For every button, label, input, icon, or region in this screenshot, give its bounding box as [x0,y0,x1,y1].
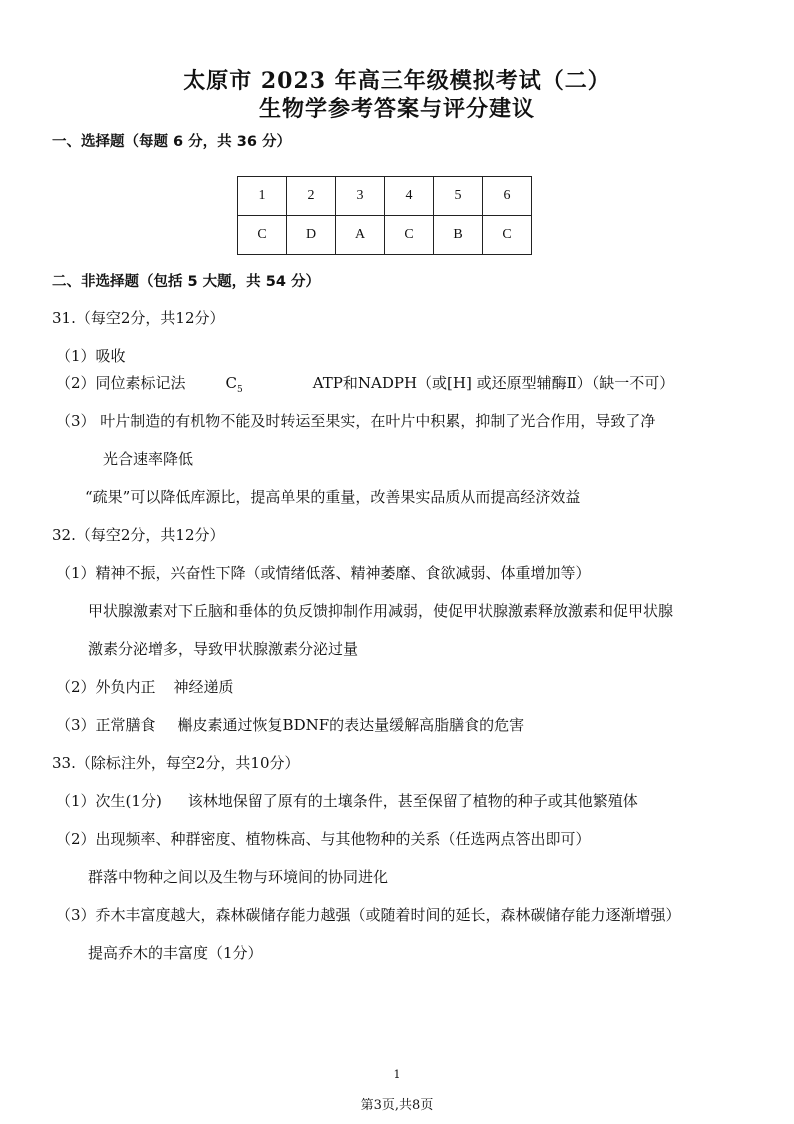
page-info: 第3页,共8页 [360,1098,434,1113]
q33-answer-1 [56,790,638,811]
q33-answer-1-succession: （1）次生(1分) [56,792,162,810]
table-cell: 3 [336,177,385,216]
table-row-numbers [238,177,532,216]
table-cell: B [434,216,483,255]
q33-answer-1-reason: 该林地保留了原有的土壤条件，甚至保留了植物的种子或其他繁殖体 [187,792,638,810]
q33-answer-2-line2: 群落中物种之间以及生物与环境间的协同进化 [88,868,389,886]
q31-answer-2 [56,372,674,395]
table-cell: C [385,216,434,255]
q32-answer-2 [56,676,234,697]
q32-answer-1-line3: 激素分泌增多，导致甲状腺激素分泌过量 [88,640,359,658]
q32-answer-2-neurotransmitter: 神经递质 [173,678,234,696]
table-cell: 2 [287,177,336,216]
table-cell: 5 [434,177,483,216]
q32-answer-2-potential: （2）外负内正 [56,678,156,696]
q33-answer-3-line2: 提高乔木的丰富度（1分） [88,944,263,962]
q32-header: 32.（每空2分，共12分） [52,526,225,544]
q33-answer-2-line1: （2）出现频率、种群密度、植物株高、与其他物种的关系（任选两点答出即可） [56,830,591,848]
q33-header: 33.（除标注外，每空2分，共10分） [52,754,300,772]
q31-answer-2-method: （2）同位素标记法 [56,374,186,392]
table-cell: A [336,216,385,255]
q32-answer-3 [56,714,524,735]
table-cell: 4 [385,177,434,216]
table-cell: C [238,216,287,255]
c5-subscript: 5 [237,385,243,395]
section-heading-nonchoice: 二、非选择题（包括 5 大题，共 54 分） [52,274,320,290]
table-cell: 6 [483,177,532,216]
q32-answer-1-line2: 甲状腺激素对下丘脑和垂体的负反馈抑制作用减弱，使促甲状腺激素释放激素和促甲状腺 [88,602,674,620]
q32-answer-3-quercetin: 槲皮素通过恢复BDNF的表达量缓解高脂膳食的危害 [177,716,525,734]
table-cell: D [287,216,336,255]
table-row-answers [238,216,532,255]
section-heading-choice: 一、选择题（每题 6 分，共 36 分） [52,134,291,150]
q32-answer-1-line1: （1）精神不振，兴奋性下降（或情绪低落、精神萎靡、食欲减弱、体重增加等） [56,564,591,582]
q32-answer-3-diet: （3）正常膳食 [56,716,156,734]
table-cell: 1 [238,177,287,216]
q31-answer-3-line3: “疏果”可以降低库源比，提高单果的重量，改善果实品质从而提高经济效益 [85,488,581,506]
q31-answer-3-line2: 光合速率降低 [103,450,194,468]
choice-answer-table [237,176,532,255]
q31-answer-1: （1）吸收 [56,347,126,365]
q31-header: 31.（每空2分，共12分） [52,309,225,327]
document-title-line2: 生物学参考答案与评分建议 [258,96,535,122]
c5-letter: C [225,374,238,392]
q33-answer-3-line1: （3）乔木丰富度越大，森林碳储存能力越强（或随着时间的延长，森林碳储存能力逐渐增强） [56,906,681,924]
page-number: 1 [393,1068,401,1081]
q31-answer-2-atp: ATP和NADPH（或[H] 或还原型辅酶Ⅱ）（缺一不可） [312,374,675,392]
table-cell: C [483,216,532,255]
q31-answer-3-line1: （3） 叶片制造的有机物不能及时转运至果实，在叶片中积累，抑制了光合作用，导致了净 [56,412,656,430]
q31-answer-2-c5 [225,374,243,395]
document-title-line1: 太原市 2023 年高三年级模拟考试（二） [183,68,611,94]
